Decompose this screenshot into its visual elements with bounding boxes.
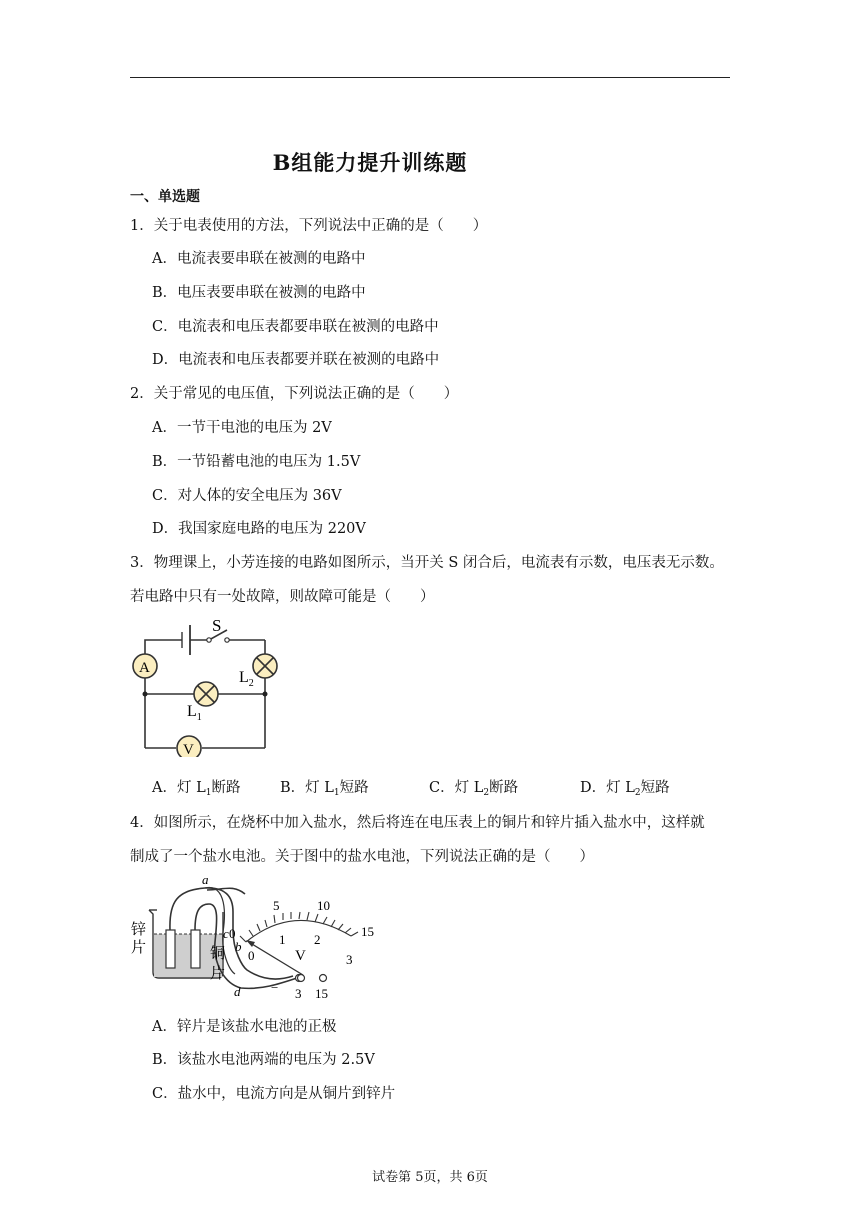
voltmeter-v-label: V — [295, 948, 306, 964]
q2-option-a: A．一节干电池的电压为 2V — [152, 420, 332, 436]
scale-bottom-0: 0 — [248, 948, 255, 963]
scale-top-15: 15 — [361, 924, 374, 939]
q3-circuit-diagram — [125, 612, 285, 757]
copper-plate — [191, 930, 200, 968]
scale-top-5: 5 — [273, 898, 280, 913]
q3-stem-line2: 若电路中只有一处故障，则故障可能是（ ） — [130, 589, 435, 605]
q4-option-a: A．锌片是该盐水电池的正极 — [152, 1019, 337, 1035]
q2-stem: 2．关于常见的电压值，下列说法正确的是（ ） — [130, 386, 459, 402]
page-footer: 试卷第 5页，共 6页 — [372, 1170, 488, 1185]
copper-label-1: 铜 — [210, 946, 226, 962]
q3-option-c: C．灯 $L_2$断路 — [429, 780, 519, 798]
zinc-label-1: 锌 — [131, 922, 147, 938]
q4-option-b: B．该盐水电池两端的电压为 2.5V — [152, 1052, 375, 1068]
q1-option-c: C．电流表和电压表都要串联在被测的电路中 — [152, 319, 439, 335]
q1-option-d: D．电流表和电压表都要并联在被测的电路中 — [152, 352, 440, 368]
point-d-label: d — [234, 984, 241, 999]
scale-top-10: 10 — [317, 898, 330, 913]
point-a-label: a — [202, 872, 209, 887]
header-rule — [130, 77, 730, 78]
q2-option-d: D．我国家庭电路的电压为 220V — [152, 521, 366, 537]
point-b-label: b — [235, 939, 242, 954]
q3-option-d: D．灯 $L_2$短路 — [580, 780, 670, 798]
terminal-15-label: 15 — [315, 986, 328, 1001]
q4-option-c: C．盐水中，电流方向是从铜片到锌片 — [152, 1086, 396, 1102]
terminal-3-label: 3 — [295, 986, 302, 1001]
q3-option-b: B．灯 $L_1$短路 — [280, 780, 369, 798]
scale-top-0: 0 — [229, 926, 236, 941]
lamp-l1-label: $L_1$ — [187, 703, 202, 723]
switch-label: S — [212, 616, 222, 635]
section-heading: 一、单选题 — [130, 189, 200, 205]
terminal-minus-label: − — [271, 980, 279, 995]
q2-option-c: C．对人体的安全电压为 36V — [152, 488, 342, 504]
q4-stem-line1: 4．如图所示，在烧杯中加入盐水，然后将连在电压表上的铜片和锌片插入盐水中，这样就 — [130, 815, 705, 831]
q2-option-b: B．一节铅蓄电池的电压为 1.5V — [152, 454, 361, 470]
ammeter-label: A — [139, 660, 150, 676]
q3-stem-line1: 3．物理课上，小芳连接的电路如图所示，当开关 S 闭合后，电流表有示数，电压表无示数。 — [130, 555, 724, 571]
q1-stem: 1．关于电表使用的方法，下列说法中正确的是（ ） — [130, 218, 488, 234]
zinc-label-2: 片 — [131, 940, 147, 956]
point-c-label: c — [223, 926, 229, 941]
scale-bottom-3: 3 — [346, 952, 353, 967]
scale-bottom-1: 1 — [279, 932, 286, 947]
q1-option-b: B．电压表要串联在被测的电路中 — [152, 285, 366, 301]
q4-salt-water-battery-diagram — [125, 872, 390, 1002]
page-title: B组能力提升训练题 — [272, 150, 468, 175]
lamp-l2-label: $L_2$ — [239, 669, 254, 689]
q3-option-a: A．灯 $L_1$断路 — [152, 780, 241, 798]
q1-option-a: A．电流表要串联在被测的电路中 — [152, 251, 366, 267]
q4-stem-line2: 制成了一个盐水电池。关于图中的盐水电池，下列说法正确的是（ ） — [130, 849, 594, 865]
zinc-plate — [166, 930, 175, 968]
copper-label-2: 片 — [210, 966, 226, 982]
voltmeter-label: V — [183, 742, 194, 757]
scale-bottom-2: 2 — [314, 932, 321, 947]
